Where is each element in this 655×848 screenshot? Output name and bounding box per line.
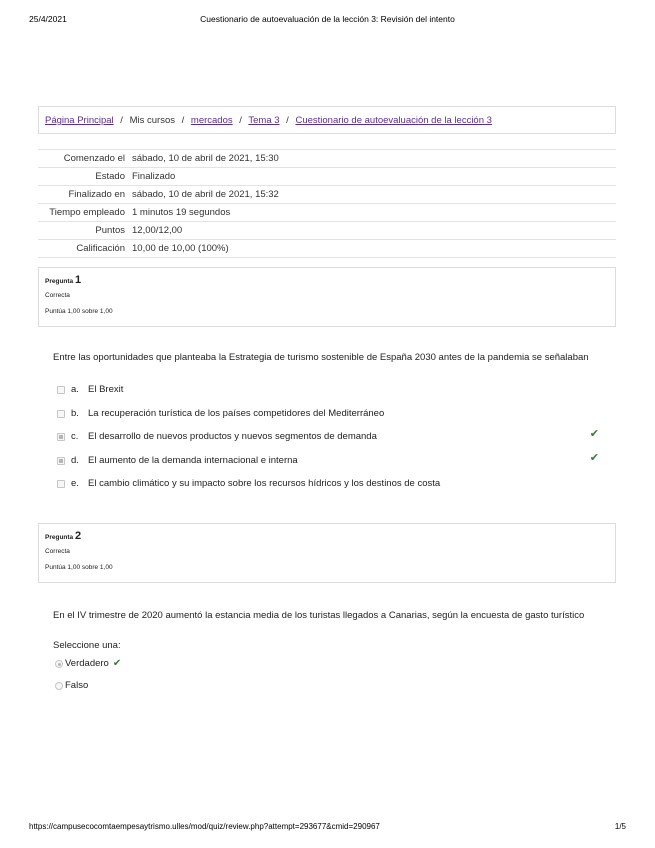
summary-label: Finalizado en <box>68 189 125 200</box>
summary-value: 10,00 de 10,00 (100%) <box>132 243 229 254</box>
answer-letter: d. <box>71 454 79 466</box>
answer-checkbox[interactable] <box>57 410 65 418</box>
summary-value: sábado, 10 de abril de 2021, 15:30 <box>132 153 279 164</box>
summary-value: 1 minutos 19 segundos <box>132 207 231 218</box>
breadcrumb-separator: / <box>239 115 242 126</box>
question-2-text: En el IV trimestre de 2020 aumentó la estancia media de los turistas llegados a Canarias, según la encuesta de gasto turístico <box>53 610 585 621</box>
option-text: Falso <box>65 680 89 691</box>
answer-checkbox[interactable] <box>57 433 65 441</box>
breadcrumb-course-link[interactable]: mercados <box>190 115 233 126</box>
question-number <box>45 274 615 286</box>
answer-checkbox[interactable] <box>57 457 65 465</box>
breadcrumb <box>38 106 616 134</box>
print-header <box>0 14 655 28</box>
option-radio[interactable] <box>55 660 63 668</box>
summary-row <box>38 222 616 240</box>
breadcrumb-separator: / <box>120 115 123 126</box>
question-number-value: 1 <box>74 274 82 286</box>
summary-row <box>38 150 616 168</box>
answer-option-c <box>57 428 607 455</box>
answer-option-d <box>57 451 607 479</box>
print-footer <box>0 822 655 836</box>
answer-text: La recuperación turística de los países competidores del Mediterráneo <box>88 407 385 419</box>
answer-option-b <box>57 408 607 432</box>
summary-label: Tiempo empleado <box>49 207 125 218</box>
question-state: Correcta <box>45 292 70 299</box>
summary-value: Finalizado <box>132 171 176 182</box>
summary-row <box>38 204 616 222</box>
correct-check-icon: ✔ <box>112 658 122 669</box>
breadcrumb-separator: / <box>181 115 185 126</box>
option-false <box>55 680 121 702</box>
answer-text: El Brexit <box>88 384 124 395</box>
correct-check-icon: ✔ <box>589 451 599 464</box>
option-true <box>55 658 121 680</box>
breadcrumb-quiz-link[interactable]: Cuestionario de autoevaluación de la lección 3 <box>295 115 492 126</box>
answer-letter: a. <box>71 384 79 395</box>
breadcrumb-home-link[interactable]: Página Principal <box>45 115 114 126</box>
attempt-summary-table <box>38 149 616 258</box>
question-1-answers <box>57 384 607 502</box>
answer-text: El cambio climático y su impacto sobre los recursos hídricos y los destinos de costa <box>88 478 441 489</box>
breadcrumb-separator: / <box>286 115 289 126</box>
summary-value: 12,00/12,00 <box>132 225 183 236</box>
answer-checkbox[interactable] <box>57 480 65 488</box>
question-state: Correcta <box>45 548 70 555</box>
print-date: 25/4/2021 <box>29 14 67 24</box>
select-one-label: Seleccione una: <box>53 640 121 651</box>
summary-label: Calificación <box>76 243 125 254</box>
breadcrumb-my-courses: Mis cursos <box>129 115 175 126</box>
print-page-number: 1/5 <box>614 822 626 831</box>
question-number-value: 2 <box>74 530 82 542</box>
summary-value: sábado, 10 de abril de 2021, 15:32 <box>132 189 279 200</box>
question-grade: Puntúa 1,00 sobre 1,00 <box>45 308 113 315</box>
answer-letter: c. <box>71 431 79 442</box>
summary-label: Estado <box>95 171 125 182</box>
option-text: Verdadero <box>65 658 109 669</box>
print-page-title: Cuestionario de autoevaluación de la lección 3: Revisión del intento <box>200 14 455 24</box>
question-prefix: Pregunta <box>45 278 74 285</box>
option-radio[interactable] <box>55 682 63 690</box>
question-prefix: Pregunta <box>45 534 74 541</box>
question-2-options <box>55 658 121 702</box>
question-1-info <box>38 267 616 327</box>
answer-letter: e. <box>71 478 79 489</box>
summary-row <box>38 186 616 204</box>
question-2-info <box>38 523 616 583</box>
answer-option-a <box>57 384 607 408</box>
answer-letter: b. <box>71 407 79 419</box>
answer-option-e <box>57 478 607 502</box>
answer-checkbox[interactable] <box>57 386 65 394</box>
question-number <box>45 530 615 542</box>
summary-row <box>38 168 616 186</box>
answer-text: El desarrollo de nuevos productos y nuevos segmentos de demanda <box>88 431 377 442</box>
correct-check-icon: ✔ <box>589 428 599 440</box>
summary-label: Comenzado el <box>63 153 125 164</box>
question-1-text: Entre las oportunidades que planteaba la Estrategia de turismo sostenible de España 2030 antes de la pandemia se señalaban <box>53 352 589 363</box>
breadcrumb-topic-link[interactable]: Tema 3 <box>248 115 280 126</box>
print-url: https://campusecocomtaempesaytrismo.ulles/mod/quiz/review.php?attempt=293677&cmid=290967 <box>29 822 380 831</box>
question-grade: Puntúa 1,00 sobre 1,00 <box>45 564 113 571</box>
summary-row <box>38 240 616 258</box>
answer-text: El aumento de la demanda internacional e interna <box>88 454 298 466</box>
summary-label: Puntos <box>95 225 125 236</box>
